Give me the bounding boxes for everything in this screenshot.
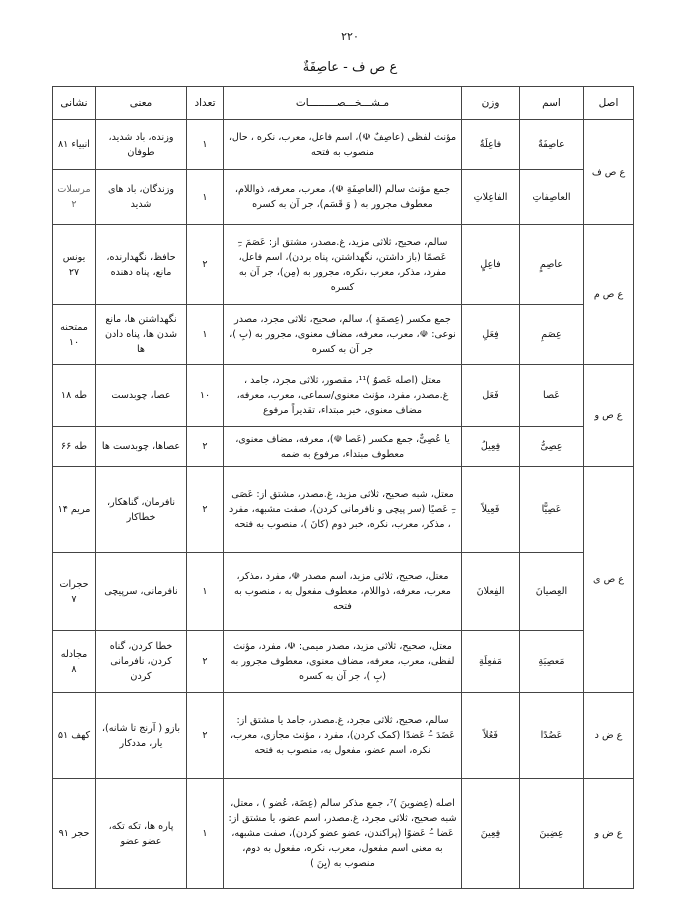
count-cell: ۲ bbox=[187, 225, 224, 305]
section-heading: ع ص ف - عاصِفَةٌ bbox=[302, 60, 398, 75]
desc-cell: معتل، صحیح، ثلاثی مزید، مصدر میمی: ☫، مفرد، مؤنث لفظی، معرب، معرفه، مضاف معنوی، معطوف مجرور به (بِ )، جر آن به کسره bbox=[224, 631, 462, 693]
word-cell: عِصَمِ bbox=[520, 305, 584, 365]
root-cell: ع ص ی bbox=[584, 467, 634, 693]
wazn-cell: فاعِلٍ bbox=[462, 225, 520, 305]
address-cell: مرسلات ۲ bbox=[53, 170, 96, 225]
meaning-cell: وزنده، باد شدید، طوفان bbox=[96, 120, 187, 170]
word-cell: مَعصِیَةِ bbox=[520, 631, 584, 693]
address-cell: حجرات ۷ bbox=[53, 553, 96, 631]
count-cell: ۱ bbox=[187, 779, 224, 889]
desc-cell: یا عُصِیٌّ، جمع مکسر (عَصا ☫)، معرفه، مضاف معنوی، معطوف مبتداء، مرفوع به ضمه bbox=[224, 427, 462, 467]
word-cell: العِصیانَ bbox=[520, 553, 584, 631]
meaning-cell: نافرمانی، سرپیچی bbox=[96, 553, 187, 631]
table-row bbox=[53, 365, 634, 427]
count-cell: ۲ bbox=[187, 693, 224, 779]
address-cell: انبیاء ۸۱ bbox=[53, 120, 96, 170]
address-cell: کهف ۵۱ bbox=[53, 693, 96, 779]
table-row bbox=[53, 120, 634, 170]
meaning-cell: وزندگان، باد های شدید bbox=[96, 170, 187, 225]
address-cell: مریم ۱۴ bbox=[53, 467, 96, 553]
root-cell: ع ض و bbox=[584, 779, 634, 889]
desc-cell: اصله (عِضوینَ )⁷، جمع مذکر سالم (عِضَة، عُضو ) ، معتل، شبه صحیح، ثلاثی مجرد، غ.مصدر، اسم عضو، یا مشتق از: عَضا –ُ عَضوًا (پراکندن، عضو عضو کردن)، صفت مشبهه، به معنی اسم مفعول، معرب، نکره، مفعول به دوم، منصوب به (یِنَ ) bbox=[224, 779, 462, 889]
root-cell: ع ص ف bbox=[584, 120, 634, 225]
word-cell: عَصِیًّا bbox=[520, 467, 584, 553]
table-row bbox=[53, 779, 634, 889]
header-root: اصل bbox=[584, 87, 634, 120]
meaning-cell: نافرمان، گناهکار، خطاکار bbox=[96, 467, 187, 553]
lexicon-table bbox=[52, 86, 634, 889]
header-word: اسم bbox=[520, 87, 584, 120]
desc-cell: معتل (اصله عَصوٌ )¹¹، مقصور، ثلاثی مجرد، جامد ، غ.مصدر، مفرد، مؤنث معنوی/سماعی، معرب، معرفه، مضاف معنوی، خبر مبتداء، تقدیراً مرفوع bbox=[224, 365, 462, 427]
meaning-cell: پاره ها، تکه تکه، عضو عضو bbox=[96, 779, 187, 889]
root-cell: ع ص م bbox=[584, 225, 634, 365]
desc-cell: جمع مؤنث سالم (العاصِفَةِ ☫)، معرب، معرفه، ذواللام، معطوف مجرور به ( وَ قَسَم)، جر آن به کسره bbox=[224, 170, 462, 225]
header-desc: مـشـــخـــصـــــــــات bbox=[224, 87, 462, 120]
wazn-cell: الفاعِلاتِ bbox=[462, 170, 520, 225]
address-cell: حجر ۹۱ bbox=[53, 779, 96, 889]
word-cell: عَصا bbox=[520, 365, 584, 427]
meaning-cell: خطا کردن، گناه کردن، نافرمانی کردن bbox=[96, 631, 187, 693]
header-count: تعداد bbox=[187, 87, 224, 120]
table-row bbox=[53, 693, 634, 779]
header-row bbox=[53, 87, 634, 120]
address-cell: مجادله ۸ bbox=[53, 631, 96, 693]
count-cell: ۲ bbox=[187, 631, 224, 693]
desc-cell: مؤنث لفظی (عاصِفٌ ☫)، اسم فاعل، معرب، نکره ، حال، منصوب به فتحه bbox=[224, 120, 462, 170]
word-cell: عِصِیُّ bbox=[520, 427, 584, 467]
meaning-cell: بازو ( آرنج تا شانه)، یار، مددکار bbox=[96, 693, 187, 779]
table-row bbox=[53, 427, 634, 467]
count-cell: ۱ bbox=[187, 305, 224, 365]
address-cell: طه ۶۶ bbox=[53, 427, 96, 467]
meaning-cell: عصا، چوبدست bbox=[96, 365, 187, 427]
desc-cell: سالم، صحیح، ثلاثی مجرد، غ.مصدر، جامد یا مشتق از: عَضَدَ –ُ عَضدًا (کمک کردن)، مفرد ، مؤنث مجازی، معرب، نکره، اسم عضو، مفعول به، منصوب به فتحه bbox=[224, 693, 462, 779]
wazn-cell: فِعِیلُ bbox=[462, 427, 520, 467]
address-cell: ممتحنه ۱۰ bbox=[53, 305, 96, 365]
wazn-cell: فاعِلَةٌ bbox=[462, 120, 520, 170]
count-cell: ۱ bbox=[187, 553, 224, 631]
table-row bbox=[53, 467, 634, 553]
address-cell: طه ۱۸ bbox=[53, 365, 96, 427]
page-number: ۲۲۰ bbox=[341, 30, 359, 43]
word-cell: العاصِفاتِ bbox=[520, 170, 584, 225]
meaning-cell: حافظ، نگهدارنده، مانع، پناه دهنده bbox=[96, 225, 187, 305]
wazn-cell: الفِعلانَ bbox=[462, 553, 520, 631]
header-meaning: معنی bbox=[96, 87, 187, 120]
meaning-cell: نگهداشتن ها، مانع شدن ها، پناه دادن ها bbox=[96, 305, 187, 365]
count-cell: ۲ bbox=[187, 467, 224, 553]
table-row bbox=[53, 631, 634, 693]
desc-cell: معتل، شبه صحیح، ثلاثی مزید، غ.مصدر، مشتق از: عَصَی –ِ عَصیًا (سر پیچی و نافرمانی کردن)، صفت مشبهه، مفرد ، مذکر، معرب، نکره، خبر دوم (کانَ )، منصوب به فتحه bbox=[224, 467, 462, 553]
wazn-cell: فَعِیلاً bbox=[462, 467, 520, 553]
root-cell: ع ص و bbox=[584, 365, 634, 467]
wazn-cell: فَعَل bbox=[462, 365, 520, 427]
root-cell: ع ض د bbox=[584, 693, 634, 779]
count-cell: ۲ bbox=[187, 427, 224, 467]
word-cell: عاصِفَةٌ bbox=[520, 120, 584, 170]
count-cell: ۱ bbox=[187, 120, 224, 170]
wazn-cell: فَعُلاً bbox=[462, 693, 520, 779]
address-cell: یونس ۲۷ bbox=[53, 225, 96, 305]
word-cell: عَضُدًا bbox=[520, 693, 584, 779]
table-row bbox=[53, 170, 634, 225]
desc-cell: معتل، صحیح، ثلاثی مزید، اسم مصدر ☫، مفرد ،مذکر، معرب، معرفه، ذواللام، معطوف مفعول به ، منصوب به فتحه bbox=[224, 553, 462, 631]
meaning-cell: عصاها، چوبدست ها bbox=[96, 427, 187, 467]
header-address: نشانی bbox=[53, 87, 96, 120]
wazn-cell: فِعِینَ bbox=[462, 779, 520, 889]
table-row bbox=[53, 305, 634, 365]
count-cell: ۱ bbox=[187, 170, 224, 225]
desc-cell: سالم، صحیح، ثلاثی مزید، غ.مصدر، مشتق از: عَصَمَ –ِ عَصمًا (باز داشتن، نگهداشتن، پناه بردن)، اسم فاعل، مفرد، مذکر، معرب ،نکره، مجرور به (مِن)، جر آن به کسره bbox=[224, 225, 462, 305]
count-cell: ۱۰ bbox=[187, 365, 224, 427]
word-cell: عاصِمٍ bbox=[520, 225, 584, 305]
table-row bbox=[53, 553, 634, 631]
table-row bbox=[53, 225, 634, 305]
word-cell: عِضِینَ bbox=[520, 779, 584, 889]
header-wazn: وزن bbox=[462, 87, 520, 120]
wazn-cell: فِعَلِ bbox=[462, 305, 520, 365]
wazn-cell: مَفعِلَةِ bbox=[462, 631, 520, 693]
desc-cell: جمع مکسر (عِصمَةٍ )، سالم، صحیح، ثلاثی مجرد، مصدر نوعی: ☫، معرب، معرفه، مضاف معنوی، مجرور به (بِ )، جر آن به کسره bbox=[224, 305, 462, 365]
